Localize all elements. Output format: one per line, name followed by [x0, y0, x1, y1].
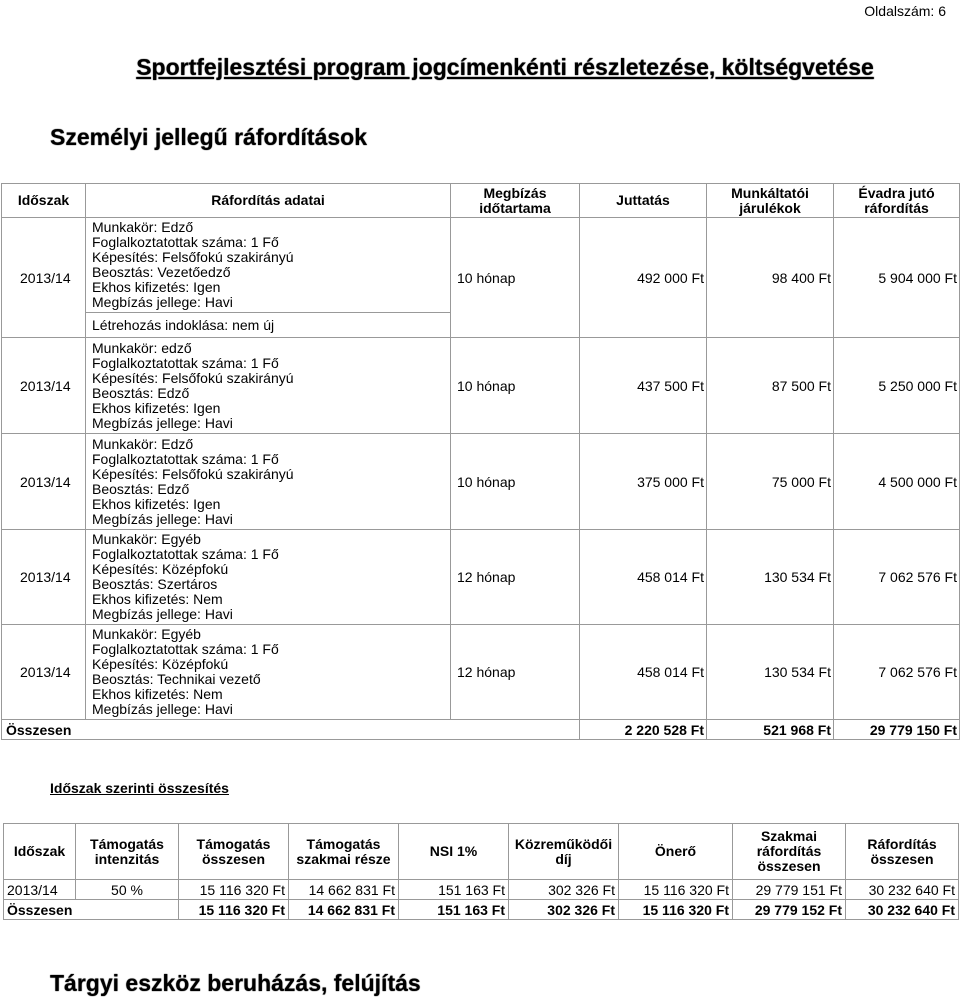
cell-details	[86, 530, 451, 625]
header-intensity: Támogatás intenzitás	[76, 824, 179, 880]
total-support-total: 15 116 320 Ft	[179, 900, 289, 920]
total-cost-total: 30 232 640 Ft	[846, 900, 959, 920]
cell-details	[86, 338, 451, 434]
cell-payment: 375 000 Ft	[580, 434, 707, 530]
cell-period: 2013/14	[2, 218, 86, 338]
cell-details	[86, 434, 451, 530]
cell-cost-total: 30 232 640 Ft	[846, 880, 959, 900]
cell-support-total: 15 116 320 Ft	[179, 880, 289, 900]
cell-duration: 10 hónap	[451, 338, 580, 434]
header-contrib: Munkáltatói járulékok	[707, 184, 834, 218]
header-prof-cost: Szakmai ráfordítás összesen	[733, 824, 846, 880]
total-annual: 29 779 150 Ft	[834, 720, 960, 740]
cell-annual: 4 500 000 Ft	[834, 434, 960, 530]
detail-line: Képesítés: Középfokú	[92, 561, 229, 577]
total-contrib: 521 968 Ft	[707, 720, 834, 740]
section-title-assets: Tárgyi eszköz beruházás, felújítás	[50, 970, 421, 996]
header-duration: Megbízás időtartama	[451, 184, 580, 218]
cell-duration: 12 hónap	[451, 625, 580, 720]
cell-contrib: 130 534 Ft	[707, 625, 834, 720]
cell-prof-cost: 29 779 151 Ft	[733, 880, 846, 900]
cell-support-prof: 14 662 831 Ft	[289, 880, 399, 900]
cell-payment: 458 014 Ft	[580, 530, 707, 625]
cell-duration: 12 hónap	[451, 530, 580, 625]
header-own: Önerő	[619, 824, 733, 880]
detail-line: Megbízás jellege: Havi	[92, 606, 233, 622]
cell-nsi: 151 163 Ft	[399, 880, 509, 900]
section-title-personal: Személyi jellegű ráfordítások	[50, 124, 368, 150]
table-row	[2, 434, 960, 530]
table-row	[2, 218, 960, 313]
detail-line: Munkakör: edző	[92, 339, 192, 356]
detail-line: Foglalkoztatottak száma: 1 Fő	[92, 234, 279, 250]
header-annual: Évadra jutó ráfordítás	[834, 184, 960, 218]
header-cost-total: Ráfordítás összesen	[846, 824, 959, 880]
detail-line: Munkakör: Edző	[92, 219, 194, 235]
cell-payment: 458 014 Ft	[580, 625, 707, 720]
header-support-prof: Támogatás szakmai része	[289, 824, 399, 880]
detail-line: Munkakör: Edző	[92, 435, 194, 452]
cell-contrib: 87 500 Ft	[707, 338, 834, 434]
detail-line: Képesítés: Középfokú	[92, 656, 229, 672]
total-nsi: 151 163 Ft	[399, 900, 509, 920]
header-support-total: Támogatás összesen	[179, 824, 289, 880]
cell-own: 15 116 320 Ft	[619, 880, 733, 900]
header-payment: Juttatás	[580, 184, 707, 218]
detail-line: Beosztás: Edző	[92, 384, 190, 401]
detail-line: Ekhos kifizetés: Nem	[92, 686, 223, 702]
detail-line: Foglalkoztatottak száma: 1 Fő	[92, 354, 279, 371]
table-row	[2, 338, 960, 434]
table-row	[2, 625, 960, 720]
total-own: 15 116 320 Ft	[619, 900, 733, 920]
cell-period: 2013/14	[2, 530, 86, 625]
table-header-row	[4, 824, 959, 880]
cell-duration: 10 hónap	[451, 218, 580, 338]
detail-line: Képesítés: Felsőfokú szakirányú	[92, 249, 294, 265]
detail-line: Foglalkoztatottak száma: 1 Fő	[92, 450, 279, 467]
detail-line: Foglalkoztatottak száma: 1 Fő	[92, 641, 279, 657]
cell-fee: 302 326 Ft	[509, 880, 619, 900]
detail-line: Képesítés: Felsőfokú szakirányú	[92, 465, 294, 482]
personal-costs-table	[1, 183, 960, 740]
detail-line: Ekhos kifizetés: Nem	[92, 591, 223, 607]
section-title-summary: Időszak szerinti összesítés	[50, 780, 229, 796]
header-details: Ráfordítás adatai	[86, 184, 451, 218]
period-summary-table	[3, 823, 959, 920]
total-label: Összesen	[4, 900, 179, 920]
detail-line: Beosztás: Vezetőedző	[92, 264, 231, 280]
header-period: Időszak	[4, 824, 76, 880]
cell-payment: 492 000 Ft	[580, 218, 707, 338]
detail-line: Megbízás jellege: Havi	[92, 414, 233, 431]
detail-line: Megbízás jellege: Havi	[92, 510, 233, 527]
detail-line: Képesítés: Felsőfokú szakirányú	[92, 369, 294, 386]
header-fee: Közreműködői díj	[509, 824, 619, 880]
cell-justification: Létrehozás indoklása: nem új	[86, 313, 451, 338]
detail-line: Megbízás jellege: Havi	[92, 294, 233, 310]
detail-line: Ekhos kifizetés: Igen	[92, 495, 221, 512]
cell-annual: 7 062 576 Ft	[834, 530, 960, 625]
detail-line: Munkakör: Egyéb	[92, 531, 201, 547]
table-total-row	[2, 720, 960, 740]
total-support-prof: 14 662 831 Ft	[289, 900, 399, 920]
cell-duration: 10 hónap	[451, 434, 580, 530]
detail-line: Beosztás: Szertáros	[92, 576, 218, 592]
detail-line: Beosztás: Edző	[92, 480, 190, 497]
total-fee: 302 326 Ft	[509, 900, 619, 920]
table-row	[2, 530, 960, 625]
header-nsi: NSI 1%	[399, 824, 509, 880]
page-title: Sportfejlesztési program jogcímenkénti részletezése, költségvetése	[136, 54, 874, 80]
detail-line: Ekhos kifizetés: Igen	[92, 279, 221, 295]
cell-period: 2013/14	[2, 434, 86, 530]
detail-line: Munkakör: Egyéb	[92, 626, 201, 642]
detail-line: Foglalkoztatottak száma: 1 Fő	[92, 546, 279, 562]
detail-line: Beosztás: Technikai vezető	[92, 671, 261, 687]
cell-period: 2013/14	[2, 625, 86, 720]
cell-contrib: 75 000 Ft	[707, 434, 834, 530]
header-period: Időszak	[2, 184, 86, 218]
cell-period: 2013/14	[2, 338, 86, 434]
cell-contrib: 130 534 Ft	[707, 530, 834, 625]
total-prof-cost: 29 779 152 Ft	[733, 900, 846, 920]
cell-payment: 437 500 Ft	[580, 338, 707, 434]
total-payment: 2 220 528 Ft	[580, 720, 707, 740]
table-row	[4, 880, 959, 900]
total-label: Összesen	[2, 720, 580, 740]
page-number: Oldalszám: 6	[864, 3, 946, 19]
cell-annual: 5 250 000 Ft	[834, 338, 960, 434]
cell-intensity: 50 %	[76, 880, 179, 900]
detail-line: Megbízás jellege: Havi	[92, 701, 233, 717]
cell-annual: 7 062 576 Ft	[834, 625, 960, 720]
cell-details	[86, 625, 451, 720]
cell-period: 2013/14	[4, 880, 76, 900]
detail-line: Ekhos kifizetés: Igen	[92, 399, 221, 416]
cell-details	[86, 218, 451, 313]
table-total-row	[4, 900, 959, 920]
cell-annual: 5 904 000 Ft	[834, 218, 960, 338]
cell-contrib: 98 400 Ft	[707, 218, 834, 338]
table-header-row	[2, 184, 960, 218]
